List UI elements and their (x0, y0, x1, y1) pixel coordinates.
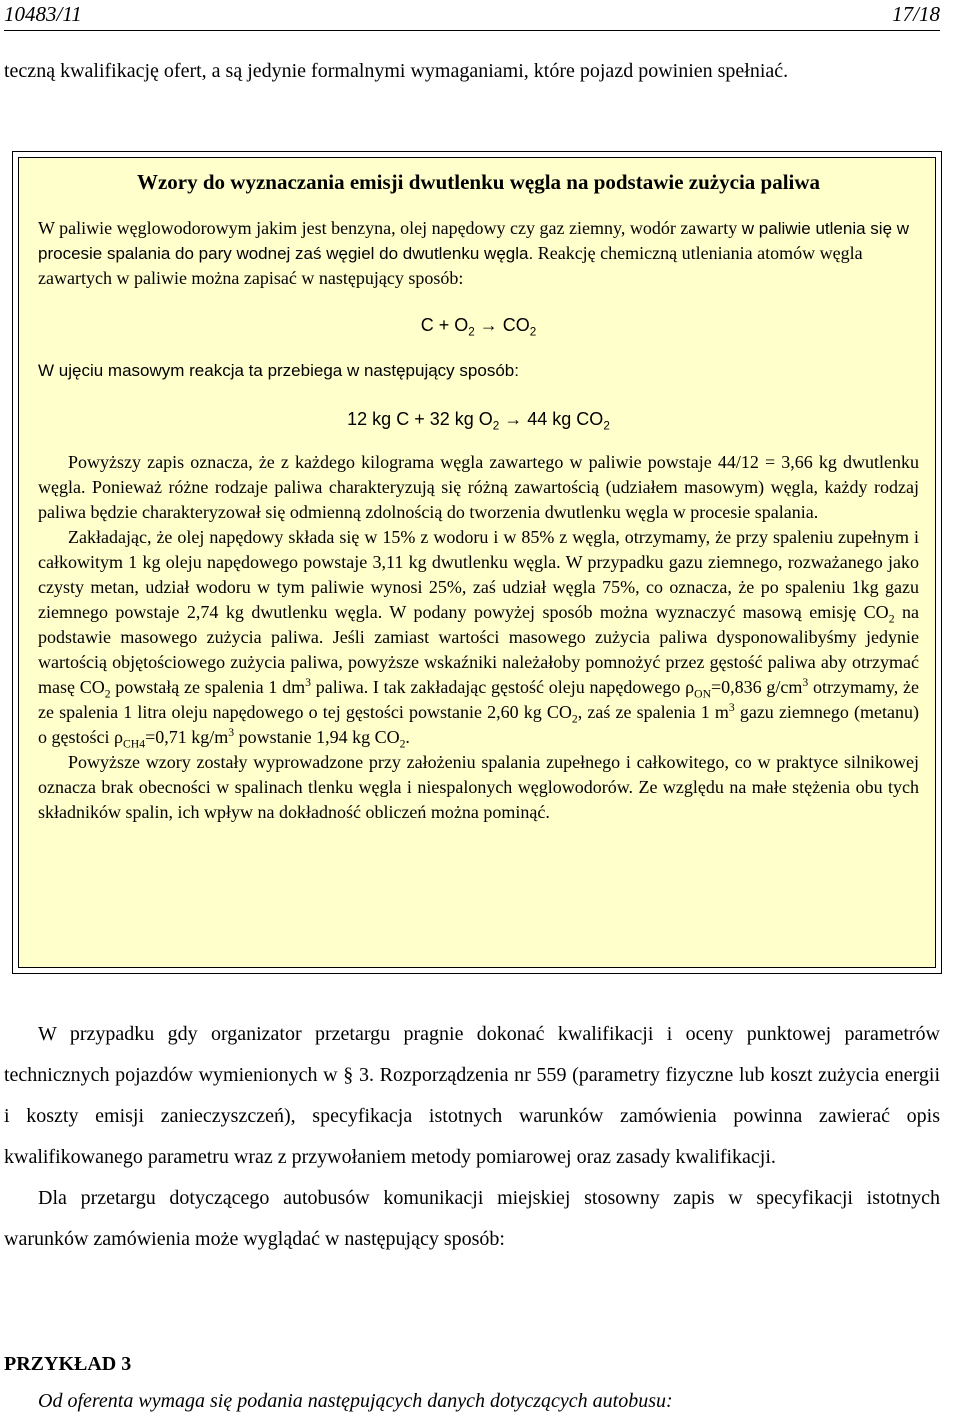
box-paragraph-5: Powyższe wzory zostały wyprowadzone przy założeniu spalania zupełnego i całkowitego, co w praktyce silnikowej oznacza brak obecności w spalinach tlenku węgla i niespalonych węglowodorów. Ze względu na małe stężenia obu tych składników spalin, ich wpływ na dokładność obliczeń można pominąć. (38, 752, 919, 822)
box-p1-part1: W paliwie węglowodorowym jakim jest benzyna, olej napędowy czy gaz ziemny, wodór zawarty (38, 218, 738, 238)
formula-2-sub-a: 2 (492, 419, 500, 433)
p4-text-10: powstanie 1,94 kg CO (234, 727, 400, 747)
p4-sub-5: CH4 (122, 737, 146, 751)
p4-text-8: gazu ziemnego (metanu) o gęstości ρ (38, 702, 920, 747)
p4-sub-6: 2 (399, 737, 406, 751)
example-title: PRZYKŁAD 3 (4, 1353, 132, 1375)
p4-text-2: na podstawie masowego zużycia paliwa. Jeśli zamiast wartości masowego zużycia paliwa dysponowalibyśmy jedynie wartością objętościowego zużycia paliwa, powyższe wskaźniki należałoby pomnożyć przez gęstość paliwa aby otrzymać masę CO (38, 602, 919, 697)
p4-text-1: Zakładając, że olej napędowy składa się w 15% z wodoru i w 85% z węgla, otrzymamy, że przy spaleniu zupełnym i całkowitym 1 kg oleju napędowego powstaje 3,11 kg dwutlenku węgla. W przypadku gazu ziemnego, rozważanego jako czysty metan, udział wodoru w tym paliwie wynosi 25%, zaś udział węgla 75%, co oznacza, że po spaleniu 1kg gazu ziemnego powstaje 2,74 kg dwutlenku węgla. W podany powyżej sposób można wyznaczyć masową emisję CO (38, 527, 919, 622)
box-title: Wzory do wyznaczania emisji dwutlenku węgla na podstawie zużycia paliwa (136, 170, 821, 194)
p4-text-5: =0,836 g/cm (711, 677, 803, 697)
formula-2-lhs: 12 kg C + 32 kg O (347, 409, 493, 429)
box-paragraph-1 (38, 216, 919, 291)
box-paragraph-4 (38, 525, 919, 750)
p4-sub-4: 2 (571, 712, 578, 726)
body-text (4, 1014, 940, 1260)
p4-sub-3: ON (694, 687, 712, 701)
formula-1-sub-a: 2 (468, 325, 475, 339)
formula-1-lhs: C + O (420, 315, 469, 335)
p4-text-11: . (405, 727, 410, 747)
page-number: 17/18 (892, 2, 940, 26)
p4-text-3: powstałą ze spalenia 1 dm (110, 677, 306, 697)
formula-1 (38, 313, 919, 338)
box-p1-part3: Reakcję chemiczną utleniania atomów węgla zawartych w paliwie można zapisać w następujący sposób: (38, 243, 863, 288)
p4-sup-2: 3 (802, 676, 809, 689)
formula-1-rhs: → CO (474, 315, 530, 335)
formula-1-sub-b: 2 (529, 325, 537, 339)
p4-text-4: paliwa. I tak zakładając gęstość oleju napędowego ρ (310, 677, 695, 697)
formula-2 (38, 407, 919, 432)
formula-2-rhs: → 44 kg CO (499, 409, 604, 429)
box-p1-part2: w paliwie utlenia się w procesie spalania do pary wodnej zaś węgiel do dwutlenku węgla. (38, 219, 910, 263)
body-paragraph-1: W przypadku gdy organizator przetargu pragnie dokonać kwalifikacji i oceny punktowej parametrów technicznych pojazdów wymienionych w § 3. Rozporządzenia nr 559 (parametry fizyczne lub koszt zużycia energii i koszty emisji zanieczyszczeń), specyfikacja istotnych warunków zamówienia powinna zawierać opis kwalifikowanego parametru wraz z przywołaniem metody pomiarowej oraz zasady kwalifikacji. (4, 1023, 940, 1168)
formula-2-sub-b: 2 (603, 419, 610, 433)
formula-box (12, 151, 942, 974)
p4-sup-3: 3 (728, 701, 735, 714)
p4-sup-4: 3 (228, 726, 235, 739)
example-subtitle: Od oferenta wymaga się podania następujących danych dotyczących autobusu: (38, 1390, 673, 1412)
box-paragraph-3: Powyższy zapis oznacza, że z każdego kilograma węgla zawartego w paliwie powstaje 44/12 = 3,66 kg dwutlenku węgla. Ponieważ różne rodzaje paliwa charakteryzują się różną zawartością (udziałem masowym) węgla, każdy rodzaj paliwa będzie charakteryzował się odmienną zdolnością do tworzenia dwutlenku węgla w procesie spalania. (38, 452, 919, 522)
intro-paragraph: teczną kwalifikację ofert, a są jedynie formalnymi wymaganiami, które pojazd powinien spełniać. (4, 60, 789, 82)
p4-text-6: otrzymamy, że ze spalenia 1 litra oleju napędowego o tej gęstości powstanie 2,60 kg CO (38, 677, 919, 722)
page-header (4, 0, 940, 31)
p4-sup-1: 3 (305, 676, 311, 689)
body-paragraph-2: Dla przetargu dotyczącego autobusów komunikacji miejskiej stosowny zapis w specyfikacji istotnych warunków zamówienia może wyglądać w następujący sposób: (4, 1187, 940, 1250)
p4-text-7: , zaś ze spalenia 1 m (577, 702, 729, 722)
p4-text-9: =0,71 kg/m (145, 727, 229, 747)
p4-sub-2: 2 (104, 687, 111, 701)
p4-sub-1: 2 (888, 612, 895, 626)
formula-box-inner (18, 157, 936, 968)
box-paragraph-2: W ujęciu masowym reakcja ta przebiega w następujący sposób: (38, 361, 519, 380)
document-number: 10483/11 (4, 2, 82, 26)
